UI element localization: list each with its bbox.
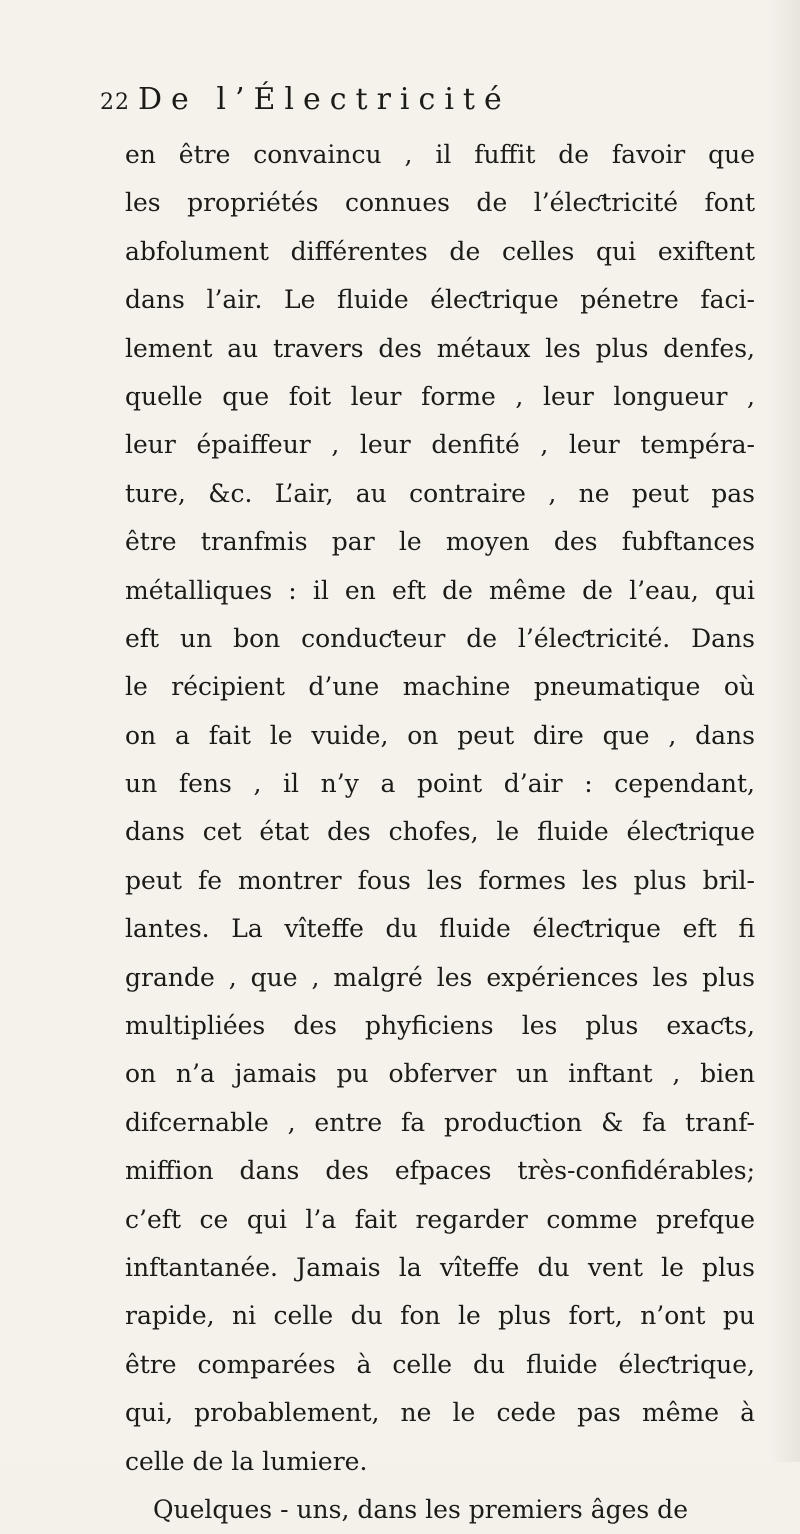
- text-line: on a fait le vuide, on peut dire que , dans: [125, 720, 755, 750]
- text-line: être comparées à celle du fluide éleƈtrique,: [125, 1349, 755, 1379]
- text-line: le récipient d’une machine pneumatique où: [125, 672, 755, 702]
- text-line: un fens , il n’y a point d’air : cependant,: [125, 769, 755, 799]
- text-line: dans l’air. Le fluide éleƈtrique pénetre faci-: [125, 285, 755, 315]
- text-line: on n’a jamais pu obferver un inftant , bien: [125, 1059, 755, 1089]
- text-line: quelle que foit leur forme , leur longueur ,: [125, 381, 755, 411]
- text-line: en être convaincu , il fuffit de favoir que: [125, 140, 755, 169]
- text-line: eft un bon conduƈteur de l’éleƈtricité. Dans: [125, 623, 755, 653]
- text-line: miffion dans des efpaces très-confidérables;: [125, 1156, 755, 1186]
- text-line: difcernable , entre fa produƈtion & fa tranf-: [125, 1107, 755, 1137]
- text-line: c’eft ce qui l’a fait regarder comme prefque: [125, 1204, 755, 1234]
- text-line: Quelques - uns, dans les premiers âges de: [153, 1494, 688, 1524]
- text-line: être tranfmis par le moyen des fubftances: [125, 527, 755, 557]
- text-line: inftantanée. Jamais la vîteffe du vent le plus: [125, 1252, 755, 1282]
- text-line: dans cet état des chofes, le fluide éleƈtrique: [125, 817, 755, 847]
- text-line: qui, probablement, ne le cede pas même à: [125, 1398, 755, 1428]
- text-line: rapide, ni celle du fon le plus fort, n’ont pu: [125, 1301, 755, 1331]
- text-line: abfolument différentes de celles qui exiftent: [125, 236, 755, 266]
- text-line: lement au travers des métaux les plus denfes,: [125, 333, 755, 363]
- text-line: leur épaiffeur , leur denfité , leur tempéra-: [125, 430, 755, 460]
- body-text: [125, 131, 755, 1534]
- text-line: lantes. La vîteffe du fluide éleƈtrique eft fi: [125, 914, 755, 944]
- text-line: métalliques : il en eft de même de l’eau, qui: [125, 575, 755, 605]
- text-line: multipliées des phyficiens les plus exaƈts,: [125, 1011, 755, 1041]
- page-number: 22: [100, 90, 130, 115]
- text-line: les propriétés connues de l’éleƈtricité font: [125, 188, 755, 218]
- running-head: [100, 82, 700, 122]
- text-line: ture, &c. L’air, au contraire , ne peut pas: [125, 478, 755, 508]
- text-line: grande , que , malgré les expériences les plus: [125, 962, 755, 992]
- running-title: De l’Électricité: [138, 82, 511, 117]
- text-line: celle de la lumiere.: [125, 1446, 368, 1476]
- text-line: peut fe montrer fous les formes les plus bril-: [125, 865, 755, 895]
